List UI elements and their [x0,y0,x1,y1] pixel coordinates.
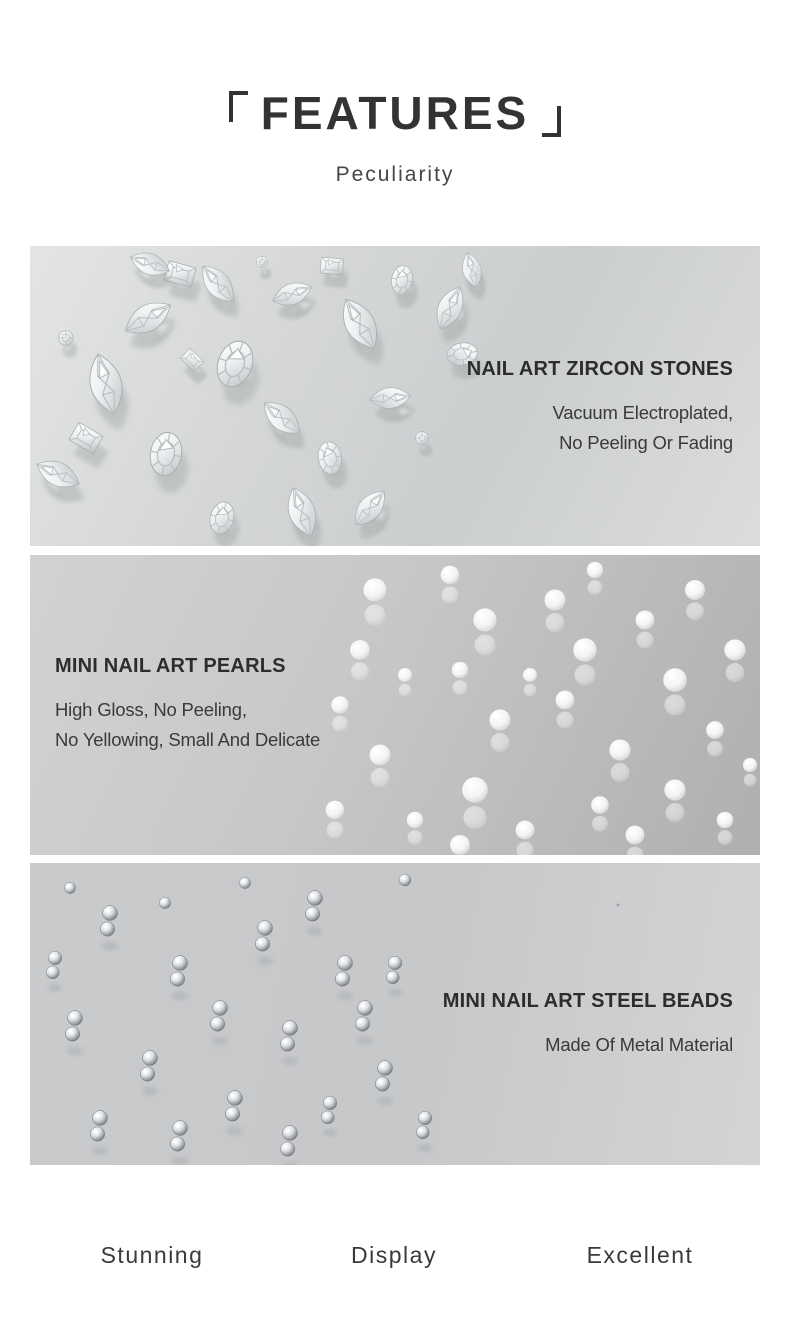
caption-line: No Yellowing, Small And Delicate [55,729,321,750]
page-header [0,0,790,187]
caption-line: No Peeling Or Fading [559,432,733,453]
caption-zircon-stones [467,358,733,458]
caption-heading: MINI NAIL ART PEARLS [55,655,286,677]
caption-pearls [55,655,320,755]
feature-panel-steel-beads [30,863,760,1165]
caption-steel-beads [443,990,733,1060]
caption-line: Vacuum Electroplated, [552,402,733,423]
corner-bracket-open-icon [229,91,248,122]
footer-label-display: Display [351,1242,437,1268]
caption-line: Made Of Metal Material [545,1034,733,1055]
page-title-text: FEATURES [260,87,530,139]
corner-bracket-close-icon [542,106,561,137]
caption-heading: MINI NAIL ART STEEL BEADS [442,990,733,1012]
page-subtitle: Peculiarity [335,163,455,187]
caption-heading: NAIL ART ZIRCON STONES [466,358,733,380]
feature-panel-pearls [30,555,760,855]
caption-line: High Gloss, No Peeling, [55,699,247,720]
page-title [0,89,790,137]
feature-panel-zircon-stones [30,246,760,546]
footer-label-stunning: Stunning [100,1242,204,1268]
footer-label-excellent: Excellent [586,1242,694,1268]
